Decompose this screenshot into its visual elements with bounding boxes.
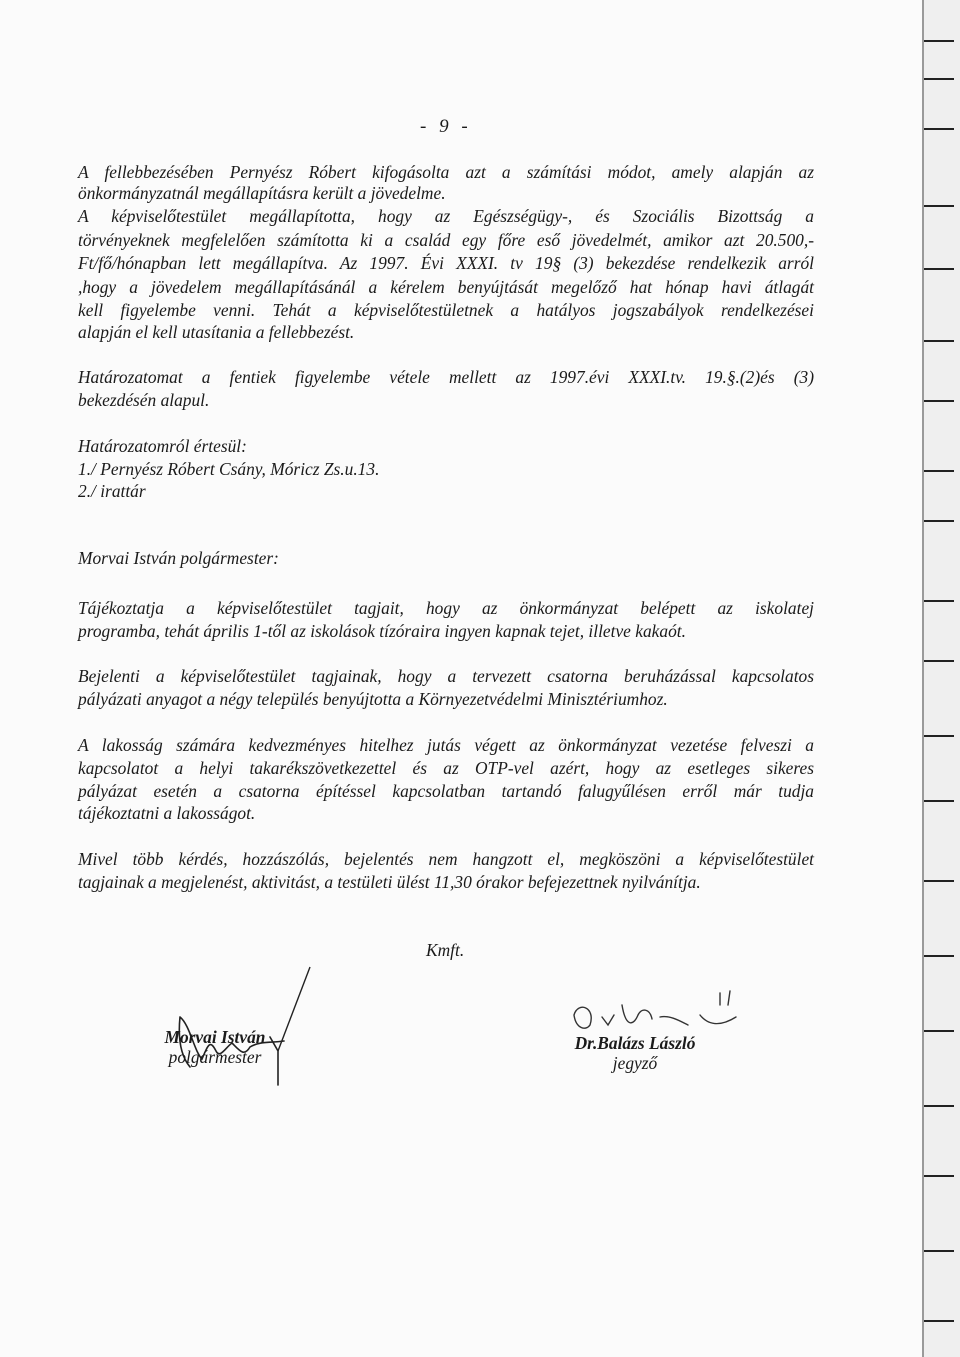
notary-signature-block <box>550 1033 720 1073</box>
text-line: pályázat esetén a csatorna építéssel kapcsolatban tartandó falugyűlésen erről már tudja <box>78 781 814 801</box>
text-line: Ft/fő/hónapban lett megállapítva. Az 1997. Évi XXXI. tv 19§ (3) bekezdése rendelkezik arról <box>78 253 814 273</box>
text-line: bekezdésén alapul. <box>78 390 210 410</box>
text-line: önkormányzatnál megállapításra került a jövedelme. <box>78 183 446 203</box>
notification-item: 1./ Pernyész Róbert Csány, Móricz Zs.u.13. <box>78 459 380 479</box>
text-line: programba, tehát április 1-től az iskolások tízóraira ingyen kapnak tejet, illetve kakaót. <box>78 621 686 641</box>
text-line: A képviselőtestület megállapította, hogy az Egészségügy-, és Szociális Bizottság a <box>78 206 814 226</box>
mayor-signature-scribble <box>150 955 320 1095</box>
text-line: tagjainak a megjelenést, aktivitást, a testületi ülést 11,30 órakor befejezettnek nyilvánítja. <box>78 872 701 892</box>
notary-name: Dr.Balázs László <box>574 1033 696 1053</box>
notification-item: 2./ irattár <box>78 481 146 501</box>
text-line: kapcsolatot a helyi takarékszövetkezettel és az OTP-vel azért, hogy az esetleges sikeres <box>78 758 814 778</box>
speaker-heading: Morvai István polgármester: <box>78 548 279 568</box>
text-line: kell figyelembe venni. Tehát a képviselőtestületnek a hatályos jogszabályok rendelkezései <box>78 300 814 320</box>
text-line: ,hogy a jövedelem megállapításánál a kérelem benyújtását megelőző hat hónap havi átlagát <box>78 277 814 297</box>
mayor-title: polgármester <box>168 1047 262 1067</box>
text-line: Mivel több kérdés, hozzászólás, bejelentés nem hangzott el, megköszöni a képviselőtestület <box>78 849 814 869</box>
notary-title: jegyző <box>612 1053 658 1073</box>
page-number: - 9 - <box>420 116 472 137</box>
text-line: tájékoztatni a lakosságot. <box>78 803 256 823</box>
text-line: alapján el kell utasítania a fellebbezést. <box>78 322 355 342</box>
closing-kmft: Kmft. <box>426 940 465 960</box>
mayor-name: Morvai István <box>164 1027 266 1047</box>
text-line: törvényeknek megfelelően számította ki a család egy főre eső jövedelmét, amikor azt 20.500,- <box>78 230 814 250</box>
mayor-signature-block <box>150 1027 280 1067</box>
adjacent-page-edge <box>922 0 960 1357</box>
notification-heading: Határozatomról értesül: <box>78 436 247 456</box>
text-line: Bejelenti a képviselőtestület tagjainak, hogy a tervezett csatorna beruházással kapcsolatos <box>78 666 814 686</box>
text-line: pályázati anyagot a négy település benyújtotta a Környezetvédelmi Minisztériumhoz. <box>78 689 668 709</box>
text-line: A lakosság számára kedvezményes hitelhez jutás végett az önkormányzat vezetése felveszi a <box>78 735 814 755</box>
text-line: A fellebbezésében Pernyész Róbert kifogásolta azt a számítási módot, amely alapján az <box>78 162 814 182</box>
text-line: Határozatomat a fentiek figyelembe vétele mellett az 1997.évi XXXI.tv. 19.§.(2)és (3) <box>78 367 814 387</box>
text-line: Tájékoztatja a képviselőtestület tagjait, hogy az önkormányzat belépett az iskolatej <box>78 598 814 618</box>
